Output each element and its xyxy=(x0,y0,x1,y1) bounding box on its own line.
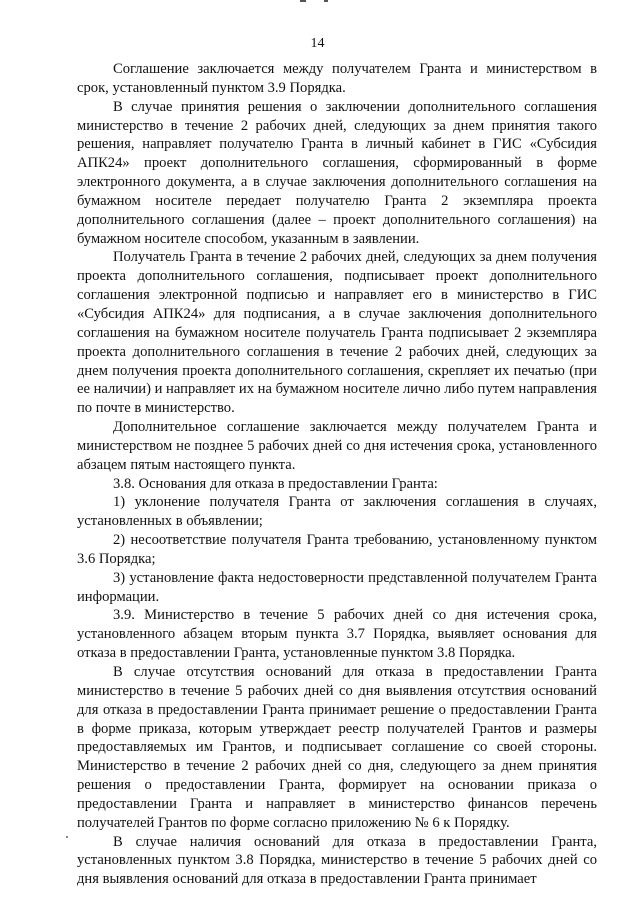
paragraph-grant-decision: В случае отсутствия оснований для отказа в предоставлении Гранта министерство в течение 5 рабочих дней со дня выявления отсутствия оснований для отказа в предоставлении Гранта принимает решение о предоставлении Гранта в форме приказа, которым утверждает реестр получателей Грантов и размеры предоставляемых им Грантов, и подписывает соглашение со своей стороны. Министерство в течение 2 рабочих дней со дня, следующего за днем принятия решения о предоставлении Гранта, формирует на основании приказа о предоставлении Гранта и направляет в министерство финансов перечень получателей Грантов по форме согласно приложению № 6 к Порядку. xyxy=(77,664,597,831)
scan-artifact-dot xyxy=(66,836,68,838)
paragraph-additional-agreement-draft: В случае принятия решения о заключении дополнительного соглашения министерство в течение 2 рабочих дней, следующих за днем принятия такого решения, направляет получателю Гранта в личный кабинет в ГИС «Субсидия АПК24» проект дополнительного соглашения, сформированный в форме электронного документа, а в случае заключения дополнительного соглашения на бумажном носителе передает получателю Гранта 2 экземпляра проекта дополнительного соглашения (далее – проект дополнительного соглашения) на бумажном носителе способом, указанным в заявлении. xyxy=(77,98,597,247)
document-body xyxy=(77,60,597,889)
paragraph-additional-agreement-deadline: Дополнительное соглашение заключается между получателем Гранта и министерством не позднее 5 рабочих дней со дня истечения срока, установленного абзацем пятым настоящего пункта. xyxy=(77,419,597,473)
list-item-refusal-1: 1) уклонение получателя Гранта от заключения соглашения в случаях, установленных в объявлении; xyxy=(77,494,597,530)
list-item-refusal-3: 3) установление факта недостоверности представленной получателем Гранта информации. xyxy=(77,569,597,605)
paragraph-refusal-decision: В случае наличия оснований для отказа в предоставлении Гранта, установленных пунктом 3.8 Порядка, министерство в течение 5 рабочих дней со дня выявления оснований для отказа в предоставлении Гранта принимает xyxy=(77,833,597,888)
page-number: 14 xyxy=(310,36,325,51)
list-item-refusal-2: 2) несоответствие получателя Гранта требованию, установленному пунктом 3.6 Порядка; xyxy=(77,532,597,567)
paragraph-agreement-term: Соглашение заключается между получателем Гранта и министерством в срок, установленный пунктом 3.9 Порядка. xyxy=(77,61,597,96)
scan-artifact xyxy=(300,0,340,3)
paragraph-recipient-signing: Получатель Гранта в течение 2 рабочих дней, следующих за днем получения проекта дополнительного соглашения, подписывает проект дополнительного соглашения электронной подписью и направляет его в министерство в ГИС «Субсидия АПК24» для подписания, а в случае заключения дополнительного соглашения на бумажном носителе получатель Гранта подписывает 2 экземпляра проекта дополнительного соглашения в течение 2 рабочих дней, следующих за днем получения проекта дополнительного соглашения, скрепляет их печатью (при ее наличии) и направляет их на бумажном носителе лично либо путем направления по почте в министерство. xyxy=(77,249,597,417)
paragraph-ministry-review: 3.9. Министерство в течение 5 рабочих дней со дня истечения срока, установленного абзацем вторым пункта 3.7 Порядка, выявляет основания для отказа в предоставлении Гранта, установленные пунктом 3.8 Порядка. xyxy=(77,607,597,662)
paragraph-refusal-grounds-heading: 3.8. Основания для отказа в предоставлении Гранта: xyxy=(113,475,438,492)
